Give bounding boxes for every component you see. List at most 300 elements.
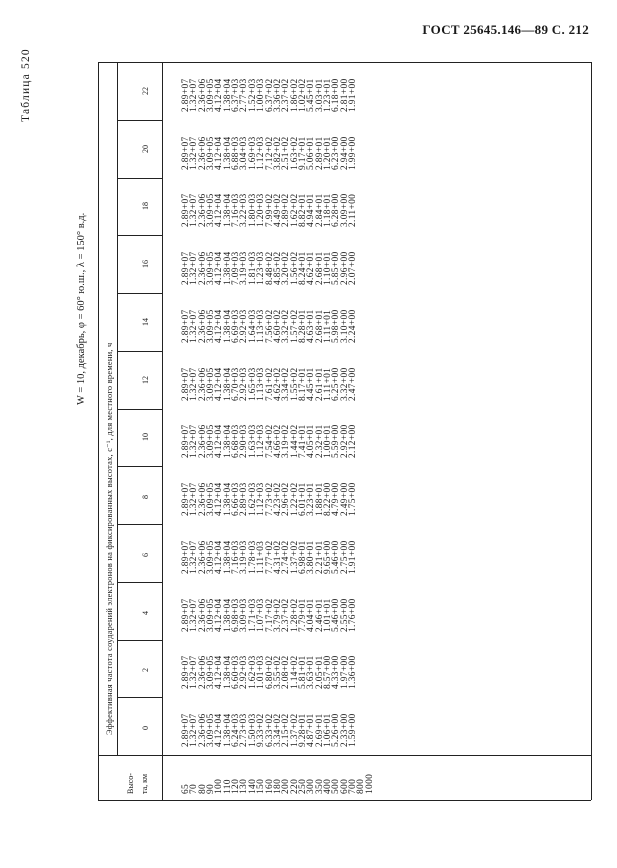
height-value: 65 (181, 783, 191, 794)
table-cell: 3.09+05 (206, 655, 217, 690)
table-cell: 2.08+02 (281, 655, 292, 690)
height-value: 700 (348, 778, 358, 794)
table-cell: 2.89+07 (181, 135, 191, 170)
table-cell: 1.11+01 (322, 367, 333, 401)
table-border-left (98, 62, 99, 800)
hour-header-12: 12 (141, 375, 150, 384)
table-cell: 1.28+02 (289, 597, 300, 632)
table-cell: 3.34+02 (281, 366, 292, 401)
table-cell: 1.32+07 (189, 193, 200, 228)
table-border-top (98, 62, 591, 63)
table-cell: 1.32+07 (189, 597, 200, 632)
table-cell: 1.63+03 (247, 424, 258, 459)
table-cell: 3.36+02 (272, 78, 283, 112)
table-cell: 5.26+00 (331, 713, 342, 747)
table-cell: 4.12+04 (214, 309, 225, 343)
hour-header-14: 14 (141, 317, 150, 326)
table-cell: 4.87+01 (306, 713, 317, 747)
table-cell: 1.32+07 (189, 366, 200, 401)
table-cell: 3.09+03 (239, 597, 250, 632)
table-cell: 3.19+03 (239, 251, 250, 285)
table-cell: 6.37+02 (264, 78, 275, 112)
table-cell: 1.13+03 (256, 309, 267, 343)
table-cell: 4.49+02 (272, 193, 283, 228)
table-cell: 5.06+01 (306, 135, 317, 170)
table-cell: 8.17+01 (297, 366, 308, 401)
table-cell: 1.36+00 (348, 655, 358, 690)
table-cell: 4.12+04 (214, 135, 225, 170)
table-cell: 6.25+00 (331, 366, 342, 401)
table-cell: 2.47+00 (348, 366, 358, 401)
table-cell: 3.04+03 (239, 135, 250, 170)
table-cell: 6.68+03 (231, 424, 242, 459)
hour-header-22: 22 (141, 86, 150, 95)
table-cell: 6.98+03 (231, 597, 242, 632)
table-cell: 6.66+03 (231, 482, 242, 516)
hour-header-divider (117, 351, 162, 352)
table-cell: 4.62+02 (272, 366, 283, 401)
table-cell: 1.65+03 (247, 366, 258, 401)
hour-header-divider (117, 293, 162, 294)
table-cell: 2.21+01 (314, 540, 325, 574)
table-cell: 1.63+02 (289, 135, 300, 170)
table-cell: 9.33+02 (256, 713, 267, 747)
table-cell: 2.90+03 (239, 424, 250, 459)
table-cell: 1.23+01 (322, 78, 333, 112)
table-cell: 1.78+03 (247, 540, 258, 574)
table-cell: 1.38+04 (222, 366, 233, 401)
hour-header-divider (117, 524, 162, 525)
table-cell: 4.31+02 (272, 540, 283, 574)
table-cell: 2.89+07 (181, 540, 191, 574)
table-cell: 6.23+00 (331, 135, 342, 170)
height-column-divider (98, 755, 591, 756)
table-cell: 7.54+02 (264, 424, 275, 459)
table-cell: 2.89+07 (181, 251, 191, 285)
height-value: 160 (264, 778, 275, 794)
table-cell: 5.59+00 (331, 424, 342, 459)
table-cell: 1.38+04 (222, 135, 233, 170)
table-cell: 2.77+03 (239, 78, 250, 112)
table-cell: 1.59+00 (348, 713, 358, 747)
table-cell: 1.91+00 (348, 540, 358, 574)
table-cell: 1.32+07 (189, 135, 200, 170)
height-value: 220 (289, 778, 300, 794)
table-cell: 1.12+03 (256, 424, 267, 459)
table-cell: 6.33+02 (264, 713, 275, 747)
table-cell: 7.99+02 (264, 193, 275, 228)
table-cell: 7.73+02 (264, 482, 275, 516)
table-cell: 2.36+06 (197, 424, 208, 459)
table-cell: 2.89+07 (181, 713, 191, 747)
table-cell: 3.09+00 (339, 193, 350, 228)
table-cell: 2.89+07 (181, 78, 191, 112)
hour-header-16: 16 (141, 260, 150, 269)
table-cell: 1.97+00 (339, 655, 350, 690)
table-cell: 1.69+03 (247, 135, 258, 170)
table-cell: 6.88+03 (231, 135, 242, 170)
table-cell: 3.32+02 (281, 309, 292, 343)
hour-header-divider (117, 178, 162, 179)
table-cell: 1.12+03 (256, 135, 267, 170)
table-cell: 2.89+07 (181, 597, 191, 632)
table-cell: 4.12+04 (214, 597, 225, 632)
table-cell: 2.36+06 (197, 482, 208, 516)
table-cell: 7.56+02 (264, 309, 275, 343)
table-cell: 4.12+04 (214, 655, 225, 690)
hour-header-18: 18 (141, 202, 150, 211)
table-cell: 1.20+03 (256, 193, 267, 228)
table-cell: 3.82+02 (272, 135, 283, 170)
table-cell: 1.38+04 (222, 309, 233, 343)
table-cell: 2.11+00 (348, 194, 358, 228)
table-cell: 3.09+05 (206, 713, 217, 747)
table-cell: 2.37+02 (281, 597, 292, 632)
table-cell: 3.23+01 (306, 482, 317, 516)
table-cell: 2.36+06 (197, 193, 208, 228)
table-cell: 7.16+03 (231, 540, 242, 574)
height-value: 180 (272, 778, 283, 794)
table-title: Эффективная частота соударений электронов на фиксированных высотах, с⁻¹, для местного времени, ч (105, 342, 114, 735)
table-cell: 1.10+01 (322, 251, 333, 285)
table-cell: 2.68+01 (314, 251, 325, 285)
table-cell: 1.01+01 (322, 597, 333, 632)
table-cell: 6.37+03 (231, 78, 242, 112)
table-cell: 1.06+01 (322, 713, 333, 747)
table-cell: 3.09+05 (206, 366, 217, 401)
table-cell: 1.64+03 (247, 309, 258, 343)
table-cell: 2.61+01 (314, 366, 325, 401)
table-cell: 1.62+03 (247, 482, 258, 516)
table-cell: 1.32+07 (189, 713, 200, 747)
height-value: 100 (214, 778, 225, 794)
table-cell: 3.19+02 (281, 424, 292, 459)
table-cell: 2.36+06 (197, 597, 208, 632)
table-cell: 4.12+04 (214, 713, 225, 747)
table-cell: 4.62+01 (306, 251, 317, 285)
table-cell: 1.75+00 (348, 482, 358, 516)
height-value: 1000 (364, 773, 375, 794)
hour-header-divider (117, 640, 162, 641)
table-cell: 1.44+02 (289, 424, 300, 459)
table-cell: 4.85+02 (272, 251, 283, 285)
height-value: 90 (206, 783, 217, 794)
hour-header-divider (117, 409, 162, 410)
table-cell: 2.33+00 (339, 713, 350, 747)
table-conditions: W = 10, декабрь, φ = 60° ю.ш., λ = 150° в.д. (76, 212, 87, 405)
table-cell: 1.56+02 (289, 251, 300, 285)
table-cell: 2.92+00 (339, 424, 350, 459)
hour-header-0: 0 (141, 726, 150, 731)
table-cell: 2.92+03 (239, 366, 250, 401)
table-cell: 2.36+06 (197, 78, 208, 112)
table-cell: 3.32+00 (339, 366, 350, 401)
table-cell: 5.45+01 (306, 78, 317, 112)
table-cell: 1.37+02 (289, 540, 300, 574)
table-cell: 1.99+00 (348, 135, 358, 170)
table-cell: 2.36+06 (197, 309, 208, 343)
table-cell: 1.76+00 (348, 597, 358, 632)
table-cell: 2.73+03 (239, 713, 250, 747)
table-cell: 4.94+01 (306, 193, 317, 228)
table-cell: 7.17+02 (264, 597, 275, 632)
table-cell: 9.17+01 (297, 135, 308, 170)
height-value: 80 (197, 783, 208, 794)
table-cell: 8.22+00 (322, 482, 333, 516)
table-cell: 4.33+00 (331, 655, 342, 690)
table-cell: 4.12+04 (214, 482, 225, 516)
table-cell: 2.69+01 (314, 713, 325, 747)
table-cell: 3.22+03 (239, 193, 250, 228)
table-cell: 1.01+03 (256, 655, 267, 690)
table-cell: 3.09+05 (206, 424, 217, 459)
table-cell: 2.89+01 (314, 135, 325, 170)
table-cell: 2.36+06 (197, 366, 208, 401)
table-cell: 2.24+00 (348, 309, 358, 343)
table-cell: 4.12+04 (214, 78, 225, 112)
table-cell: 1.02+02 (297, 78, 308, 112)
table-cell: 3.80+01 (306, 540, 317, 574)
table-cell: 1.81+03 (247, 251, 258, 285)
table-cell: 2.55+00 (339, 597, 350, 632)
table-cell: 5.81+01 (297, 655, 308, 690)
table-cell: 9.65+00 (322, 540, 333, 574)
table-cell: 1.00+03 (256, 78, 267, 112)
table-cell: 2.36+06 (197, 540, 208, 574)
table-cell: 2.07+00 (348, 251, 358, 285)
table-cell: 2.74+02 (281, 540, 292, 574)
table-cell: 1.50+03 (247, 713, 258, 747)
table-cell: 3.09+05 (206, 540, 217, 574)
table-cell: 1.52+03 (247, 78, 258, 112)
height-value: 110 (222, 779, 233, 794)
table-cell: 2.92+03 (239, 655, 250, 690)
hour-header-divider (117, 466, 162, 467)
table-cell: 1.32+07 (189, 251, 200, 285)
height-value: 120 (231, 778, 242, 794)
table-cell: 1.18+01 (322, 193, 333, 228)
table-cell: 3.20+02 (281, 251, 292, 285)
table-cell: 1.23+03 (256, 251, 267, 285)
header-hours-divider (162, 62, 163, 800)
table-cell: 6.80+02 (264, 655, 275, 690)
table-cell: 5.46+00 (331, 540, 342, 574)
table-cell: 3.09+05 (206, 193, 217, 228)
height-value: 500 (331, 778, 342, 794)
table-cell: 8.57+00 (322, 655, 333, 690)
table-cell: 4.05+01 (306, 424, 317, 459)
table-cell: 1.32+07 (189, 482, 200, 516)
table-cell: 8.28+01 (297, 309, 308, 343)
table-cell: 4.12+04 (214, 424, 225, 459)
table-cell: 2.75+00 (339, 540, 350, 574)
table-cell: 2.49+00 (339, 482, 350, 516)
table-cell: 4.23+02 (272, 482, 283, 516)
page-header: ГОСТ 25645.146—89 С. 212 (422, 22, 589, 37)
table-cell: 2.89+07 (181, 309, 191, 343)
table-cell: 3.63+01 (306, 655, 317, 690)
table-cell: 1.32+07 (189, 309, 200, 343)
table-cell: 1.80+03 (247, 193, 258, 228)
table-cell: 3.09+05 (206, 78, 217, 112)
table-cell: 1.20+01 (322, 135, 333, 170)
table-cell: 6.18+00 (331, 78, 342, 112)
table-cell: 1.13+03 (256, 366, 267, 401)
table-cell: 5.98+00 (331, 309, 342, 343)
table-cell: 1.62+02 (289, 193, 300, 228)
table-border-bottom (98, 800, 591, 801)
table-cell: 3.79+02 (272, 597, 283, 632)
table-cell: 1.38+04 (222, 78, 233, 112)
height-value: 350 (314, 778, 325, 794)
table-cell: 2.89+07 (181, 366, 191, 401)
table-cell: 7.61+02 (264, 366, 275, 401)
table-cell: 4.66+02 (272, 424, 283, 459)
table-cell: 7.12+02 (264, 135, 275, 170)
table-cell: 6.98+01 (297, 540, 308, 574)
table-cell: 4.63+01 (306, 309, 317, 343)
table-cell: 7.16+03 (231, 193, 242, 228)
table-cell: 4.45+01 (306, 366, 317, 401)
height-value: 130 (239, 778, 250, 794)
height-header-line1: Высо- (126, 773, 135, 794)
hour-header-divider (117, 120, 162, 121)
table-cell: 1.38+04 (222, 597, 233, 632)
table-cell: 3.34+02 (272, 713, 283, 747)
table-cell: 4.04+01 (306, 597, 317, 632)
height-value: 140 (247, 778, 258, 794)
hour-header-divider (117, 582, 162, 583)
table-cell: 2.12+00 (348, 424, 358, 459)
table-cell: 1.38+04 (222, 655, 233, 690)
table-cell: 2.36+06 (197, 135, 208, 170)
table-cell: 1.11+01 (322, 309, 333, 343)
table-cell: 3.09+05 (206, 135, 217, 170)
table-cell: 7.41+01 (297, 424, 308, 459)
table-cell: 2.89+07 (181, 193, 191, 228)
table-cell: 9.28+01 (297, 713, 308, 747)
table-cell: 2.05+01 (314, 655, 325, 690)
table-cell: 6.69+03 (231, 309, 242, 343)
table-cell: 2.92+03 (239, 309, 250, 343)
table-cell: 8.82+01 (297, 193, 308, 228)
table-cell: 3.19+03 (239, 540, 250, 574)
table-cell: 1.57+02 (289, 309, 300, 343)
table-cell: 2.89+07 (181, 655, 191, 690)
hour-header-20: 20 (141, 144, 150, 153)
table-cell: 4.79+00 (331, 482, 342, 516)
table-cell: 4.12+04 (214, 193, 225, 228)
table-cell: 1.55+02 (289, 366, 300, 401)
table-cell: 1.07+03 (256, 597, 267, 632)
table-cell: 2.89+07 (181, 482, 191, 516)
hour-header-6: 6 (141, 552, 150, 557)
table-cell: 1.91+00 (348, 78, 358, 112)
table-cell: 7.09+03 (231, 251, 242, 285)
table-label: Таблица 520 (20, 48, 32, 122)
hour-header-4: 4 (141, 610, 150, 615)
table-cell: 1.32+07 (189, 655, 200, 690)
table-cell: 2.32+01 (314, 424, 325, 459)
table-cell: 8.48+02 (264, 251, 275, 285)
table-cell: 2.36+06 (197, 713, 208, 747)
table-cell: 4.60+02 (272, 309, 283, 343)
table-cell: 3.09+05 (206, 251, 217, 285)
table-cell: 1.32+07 (189, 424, 200, 459)
table-cell: 2.36+06 (197, 655, 208, 690)
table-cell: 2.68+01 (314, 309, 325, 343)
table-cell: 4.12+04 (214, 540, 225, 574)
table-cell: 8.24+01 (297, 251, 308, 285)
table-cell: 1.12+03 (256, 482, 267, 516)
hour-header-divider (117, 697, 162, 698)
table-cell: 1.86+02 (289, 78, 300, 112)
table-cell: 1.37+02 (289, 713, 300, 747)
table-cell: 3.03+01 (314, 78, 325, 112)
table-cell: 2.96+00 (339, 251, 350, 285)
table-cell: 2.96+02 (281, 482, 292, 516)
table-cell: 6.60+03 (231, 655, 242, 690)
table-cell: 6.01+01 (297, 482, 308, 516)
table-cell: 7.77+02 (264, 540, 275, 574)
table-cell: 3.10+00 (339, 309, 350, 343)
table-cell: 1.38+04 (222, 713, 233, 747)
table-cell: 2.81+00 (339, 78, 350, 112)
height-value: 800 (356, 778, 367, 794)
table-cell: 6.28+00 (331, 193, 342, 228)
hour-header-10: 10 (141, 433, 150, 442)
table-cell: 6.24+03 (231, 713, 242, 747)
table-cell: 1.32+07 (189, 540, 200, 574)
table-cell: 5.46+00 (331, 597, 342, 632)
table-cell: 2.51+02 (281, 135, 292, 170)
table-cell: 7.79+01 (297, 597, 308, 632)
table-cell: 1.14+02 (289, 655, 300, 690)
table-cell: 3.09+05 (206, 309, 217, 343)
height-value: 150 (256, 778, 267, 794)
height-value: 70 (189, 783, 200, 794)
table-cell: 4.12+04 (214, 366, 225, 401)
table-cell: 1.32+07 (189, 78, 200, 112)
table-cell: 2.36+06 (197, 251, 208, 285)
table-cell: 1.38+04 (222, 540, 233, 574)
table-cell: 3.09+05 (206, 597, 217, 632)
hour-header-divider (117, 235, 162, 236)
hour-header-2: 2 (141, 668, 150, 673)
table-cell: 2.15+02 (281, 713, 292, 747)
table-cell: 1.38+04 (222, 193, 233, 228)
table-cell: 2.84+01 (314, 193, 325, 228)
height-value: 200 (281, 778, 292, 794)
table-cell: 1.00+01 (322, 424, 333, 459)
table-border-right (591, 62, 592, 800)
height-value: 600 (339, 778, 350, 794)
height-header-line2: та, км (140, 773, 149, 794)
height-value: 300 (306, 778, 317, 794)
table-cell: 2.37+02 (281, 78, 292, 112)
height-value: 250 (297, 778, 308, 794)
table-cell: 1.38+04 (222, 482, 233, 516)
table-cell: 4.12+04 (214, 251, 225, 285)
height-value: 400 (322, 778, 333, 794)
table-cell: 6.70+03 (231, 366, 242, 401)
table-cell: 2.89+02 (281, 193, 292, 228)
table-cell: 1.62+03 (247, 655, 258, 690)
hour-header-8: 8 (141, 495, 150, 500)
table-cell: 1.88+01 (314, 482, 325, 516)
table-cell: 1.11+03 (256, 540, 267, 574)
table-cell: 2.89+03 (239, 482, 250, 516)
